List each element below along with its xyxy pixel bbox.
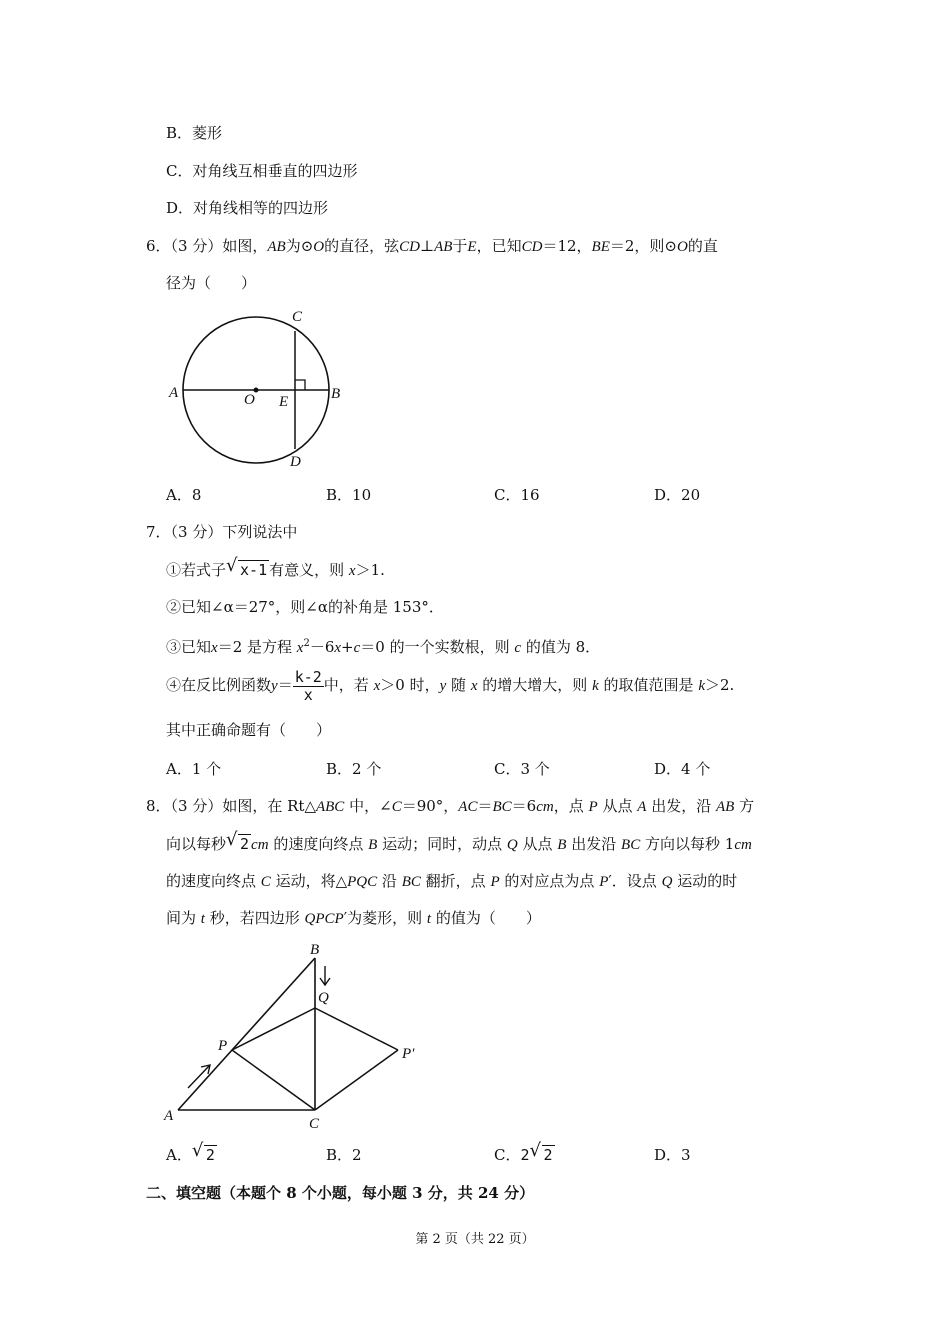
q6-option-c: C．16 [494, 486, 540, 504]
q7-statement-1: ①若式子 √ x-1 有意义，则 x＞1. [166, 555, 385, 579]
label-d: D [290, 454, 301, 470]
q7-option-d: D．4 个 [654, 760, 711, 778]
q6-circle-figure [165, 305, 350, 470]
label-q: Q [318, 990, 329, 1006]
q8-stem-line3: 的速度向终点 C 运动，将△PQC 沿 BC 翻折，点 P 的对应点为点 P′．设点 Q 运动的时 [166, 872, 738, 890]
q8-stem-line1: 8．（3 分）如图，在 Rt△ABC 中，∠C＝90°，AC＝BC＝6cm，点 P 从点 A 出发，沿 AB 方 [146, 797, 755, 815]
q8-option-c: C．2 √ 2 [494, 1140, 553, 1164]
q8-option-d: D．3 [654, 1146, 691, 1164]
q5-option-c: C．对角线互相垂直的四边形 [166, 162, 358, 180]
q7-option-b: B．2 个 [326, 760, 382, 778]
segment-pq [232, 1008, 315, 1050]
q7-option-a: A．1 个 [166, 760, 222, 778]
q8-triangle-figure [160, 938, 430, 1133]
label-b: B [331, 386, 341, 402]
label-e: E [279, 394, 289, 410]
q6-option-b: B．10 [326, 486, 372, 504]
q7-title: 7．（3 分）下列说法中 [146, 523, 298, 541]
q6-option-d: D．20 [654, 486, 701, 504]
arrow-up-right-icon [188, 1065, 210, 1088]
q8-stem-line2: 向以每秒 √ 2 cm 的速度向终点 B 运动；同时，动点 Q 从点 B 出发沿 BC 方向以每秒 1cm [166, 829, 752, 853]
segment-pc [232, 1050, 315, 1110]
q7-conclusion: 其中正确命题有（ ） [166, 721, 332, 739]
label-p: P [218, 1038, 228, 1054]
q8-option-a: A． √ 2 [166, 1140, 215, 1164]
label-a: A [169, 385, 179, 401]
page-footer: 第 2 页（共 22 页） [415, 1232, 535, 1247]
q5-option-d: D．对角线相等的四边形 [166, 199, 329, 217]
q7-statement-2: ②已知∠α＝27°，则∠α的补角是 153°． [166, 598, 444, 616]
sqrt-x-minus-1: √ x-1 [226, 555, 268, 579]
label-c: C [292, 309, 303, 325]
label-a: A [164, 1108, 174, 1124]
q7-statement-3: ③已知x＝2 是方程 $x^2-6x+c=0$ 的一个实数根，则 c 的值为 8． [166, 638, 601, 656]
segment-qp-prime [315, 1008, 398, 1050]
label-c: C [309, 1116, 320, 1132]
q5-option-b: B．菱形 [166, 124, 223, 142]
q8-option-b: B．2 [326, 1146, 362, 1164]
section-2-heading: 二、填空题（本题个 8 个小题，每小题 3 分，共 24 分） [146, 1184, 535, 1202]
right-angle-mark [295, 380, 305, 390]
q6-option-a: A．8 [166, 486, 202, 504]
label-b: B [310, 942, 320, 958]
label-p-prime: P′ [402, 1046, 415, 1062]
fraction-k-minus-2-over-x: $\frac{k-2}{x}$ [294, 667, 322, 704]
arrow-down-icon [320, 966, 330, 985]
q8-stem-line4: 间为 t 秒，若四边形 QPCP′为菱形，则 t 的值为（ ） [166, 909, 541, 927]
segment-cp-prime [315, 1050, 398, 1110]
side-ab [178, 958, 315, 1110]
q7-option-c: C．3 个 [494, 760, 550, 778]
label-o: O [244, 392, 255, 408]
q6-stem-line1: 6．（3 分）如图，AB为⊙O的直径，弦CD⊥AB于E，已知CD＝12，BE＝2，则⊙O的直 [146, 237, 718, 255]
q6-stem-line2: 径为（ ） [166, 274, 257, 292]
sqrt-2-speed: √ 2 [226, 829, 250, 853]
q7-statement-4: ④在反比例函数y＝ $\frac{k-2}{x}$ 中，若 x＞0 时，y 随 x 的增大增大，则 k 的取值范围是 k＞2. [166, 667, 735, 704]
